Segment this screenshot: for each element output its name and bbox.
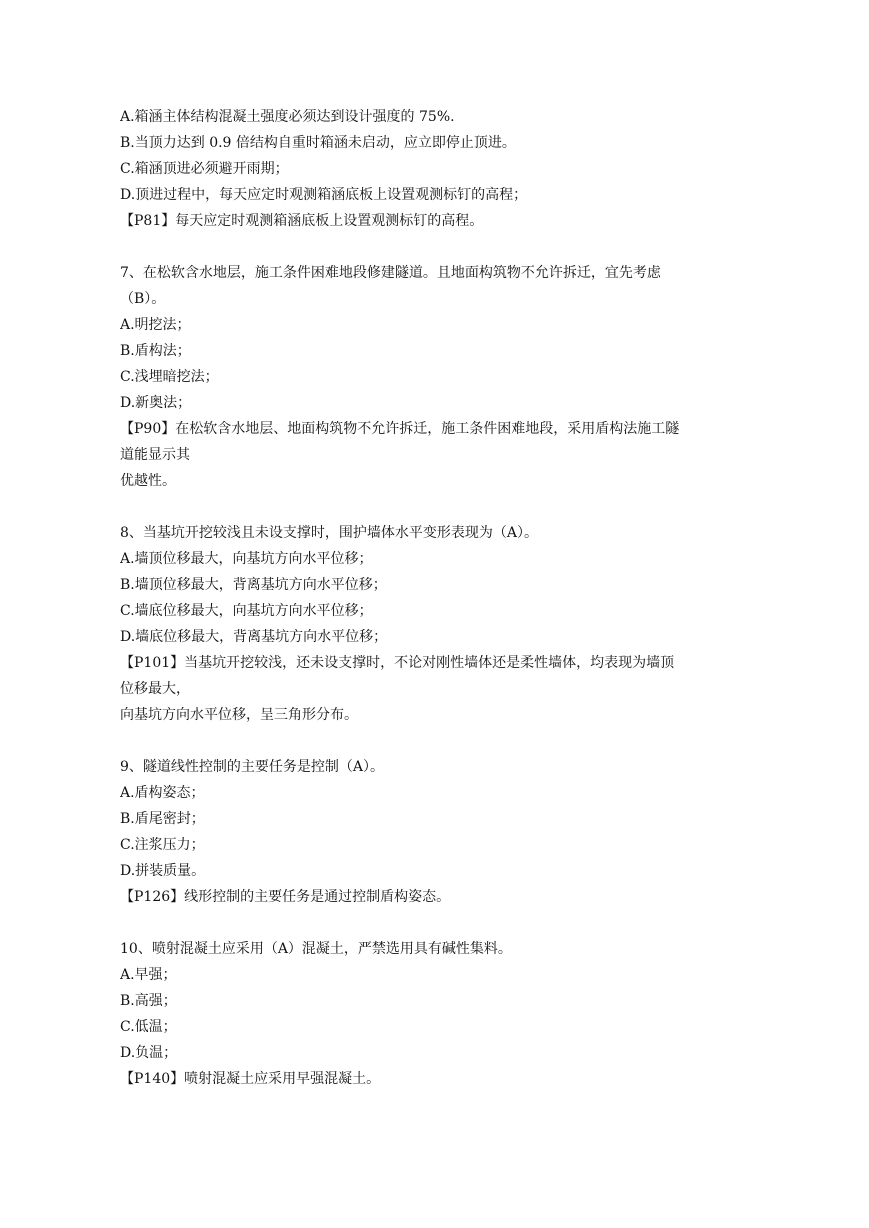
answer-explanation: 【P101】当基坑开挖较浅，还未设支撑时，不论对刚性墙体还是柔性墙体，均表现为墙顶 (120, 655, 675, 671)
question-block-6-options (120, 104, 750, 234)
question-stem: 7、在松软含水地层，施工条件困难地段修建隧道。且地面构筑物不允许拆迁，宜先考虑 (120, 265, 661, 281)
answer-explanation: 【P140】喷射混凝土应采用早强混凝土。 (120, 1071, 381, 1087)
spacer (120, 234, 750, 260)
option-a: A.墙顶位移最大，向基坑方向水平位移； (120, 551, 373, 567)
question-stem: 9、隧道线性控制的主要任务是控制（A）。 (120, 759, 385, 775)
option-b: B.当顶力达到 0.9 倍结构自重时箱涵未启动，应立即停止顶进。 (120, 135, 516, 151)
answer-explanation: 【P126】线形控制的主要任务是通过控制盾构姿态。 (120, 889, 451, 905)
option-d: D.新奥法； (120, 395, 192, 411)
option-a: A.早强； (120, 967, 177, 983)
question-block-9 (120, 754, 750, 910)
option-a: A.箱涵主体结构混凝土强度必须达到设计强度的 75%. (120, 109, 455, 125)
option-b: B.盾尾密封； (120, 811, 205, 827)
option-c: C.浅埋暗挖法； (120, 369, 219, 385)
option-a: A.明挖法； (120, 317, 191, 333)
answer-explanation-continued: 向基坑方向水平位移，呈三角形分布。 (120, 707, 358, 723)
spacer (120, 494, 750, 520)
question-stem: 8、当基坑开挖较浅且未设支撑时，围护墙体水平变形表现为（A）。 (120, 525, 539, 541)
question-block-7 (120, 260, 750, 494)
option-d: D.负温； (120, 1045, 178, 1061)
option-a: A.盾构姿态； (120, 785, 205, 801)
question-block-8 (120, 520, 750, 728)
option-c: C.箱涵顶进必须避开雨期； (120, 161, 289, 177)
option-d: D.墙底位移最大，背离基坑方向水平位移； (120, 629, 388, 645)
option-b: B.墙顶位移最大，背离基坑方向水平位移； (120, 577, 387, 593)
question-block-10 (120, 936, 750, 1092)
answer-explanation-continued: 道能显示其 (120, 447, 190, 463)
option-b: B.盾构法； (120, 343, 191, 359)
option-b: B.高强； (120, 993, 177, 1009)
answer-explanation: 【P81】每天应定时观测箱涵底板上设置观测标钉的高程。 (120, 213, 484, 229)
document-page (120, 104, 750, 1092)
answer-explanation: 【P90】在松软含水地层、地面构筑物不允许拆迁，施工条件困难地段，采用盾构法施工隧 (120, 421, 680, 437)
option-d: D.拼装质量。 (120, 863, 206, 879)
option-c: C.墙底位移最大，向基坑方向水平位移； (120, 603, 373, 619)
answer-explanation-continued: 位移最大， (120, 681, 190, 697)
question-stem: 10、喷射混凝土应采用（A）混凝土，严禁选用具有碱性集料。 (120, 941, 512, 957)
spacer (120, 728, 750, 754)
question-stem-continued: （B）。 (120, 291, 166, 307)
option-d: D.顶进过程中，每天应定时观测箱涵底板上设置观测标钉的高程； (120, 187, 528, 203)
option-c: C.注浆压力； (120, 837, 205, 853)
option-c: C.低温； (120, 1019, 177, 1035)
spacer (120, 910, 750, 936)
answer-explanation-continued: 优越性。 (120, 473, 176, 489)
